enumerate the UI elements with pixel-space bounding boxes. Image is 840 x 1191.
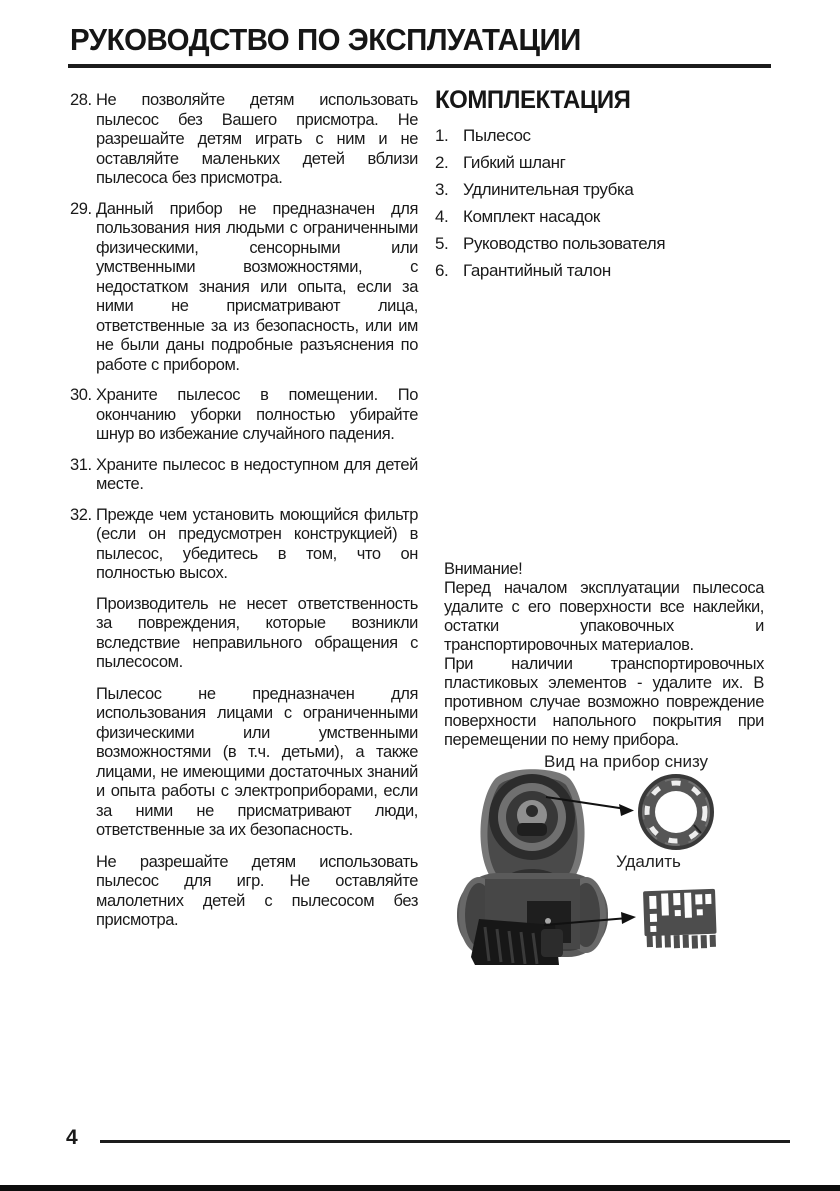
- list-item-number: 28.: [70, 91, 92, 109]
- page-title: РУКОВОДСТВО ПО ЭКСПЛУАТАЦИИ: [70, 22, 581, 57]
- list-item-text: Храните пылесос в помещении. По окончанию уборки полностью убирайте шнур во избежание случайного падения.: [96, 386, 418, 443]
- kit-item-number: 3.: [435, 180, 449, 199]
- paragraph: Пылесос не предназначен для использования лицами с ограниченными физическими или умственными возможностями (в т.ч. детьми), а также лицами, не имеющими достаточных знаний и опыта работы с электроприборами, если за ними не присматривают люди, ответственные за их безопасность.: [96, 684, 418, 839]
- kit-item-text: Комплект насадок: [463, 207, 600, 226]
- kit-item: [435, 154, 770, 171]
- attention-block: [444, 560, 764, 750]
- kit-item-number: 1.: [435, 126, 449, 145]
- kit-item: [435, 262, 770, 279]
- transport-insert-illustration: [638, 887, 722, 953]
- title-rule: [68, 64, 771, 68]
- list-item-text: Храните пылесос в недоступном для детей месте.: [96, 455, 418, 493]
- paragraph: Производитель не несет ответственность за повреждения, которые возникли вследствие неправильного обращения с пылесосом.: [96, 594, 418, 671]
- list-item-text: Данный прибор не предназначен для пользования ния людьми с ограниченными физическими, сенсорными или умственными возможностями, с недостатком знания или опыта, если за ними не присматривают лица, ответственные за из безопасность, или им не были даны подробные разъяснения по работе с прибором.: [96, 199, 418, 374]
- kit-item-number: 5.: [435, 234, 449, 253]
- disclaimer-paragraphs: [70, 595, 418, 931]
- list-item-number: 32.: [70, 505, 92, 524]
- attention-title: Внимание!: [444, 560, 523, 578]
- kit-item-text: Гибкий шланг: [463, 153, 566, 172]
- left-column: [70, 91, 418, 943]
- page-number: 4: [66, 1126, 78, 1149]
- kit-item: [435, 208, 770, 225]
- vacuum-bottom-photo: [455, 763, 610, 965]
- attention-paragraph: При наличии транспортировочных пластиковых элементов - удалите их. В противном случае возможно повреждение поверхности напольного покрытия при перемещении по нему прибора.: [444, 655, 764, 749]
- kit-item-text: Руководство пользователя: [463, 234, 666, 253]
- paragraph: Не разрешайте детям использовать пылесос для игр. Не оставляйте малолетних детей с пылесосом без присмотра.: [96, 852, 418, 929]
- figure-vacuum-bottom: [440, 753, 790, 971]
- list-item-30: [70, 386, 418, 445]
- kit-item: [435, 127, 770, 144]
- kit-item: [435, 181, 770, 198]
- bottom-ring-illustration: [637, 773, 715, 851]
- kit-item-text: Удлинительная трубка: [463, 180, 634, 199]
- section-heading-komplektacia: КОМПЛЕКТАЦИЯ: [435, 86, 631, 114]
- footer-rule: [100, 1140, 790, 1143]
- list-item-number: 30.: [70, 386, 92, 404]
- list-item-text: Не позволяйте детям использовать пылесос без Вашего присмотра. Не разрешайте детям играть с ним и не оставляйте маленьких детей вблизи пылесоса без присмотра.: [96, 91, 418, 187]
- list-item-32: [70, 506, 418, 584]
- right-column: [435, 86, 770, 289]
- figure-label-remove: Удалить: [616, 852, 681, 871]
- list-item-28: [70, 91, 418, 189]
- footer-bar: [0, 1185, 840, 1191]
- list-item-31: [70, 456, 418, 495]
- list-item-29: [70, 200, 418, 376]
- kit-item-number: 2.: [435, 153, 449, 172]
- kit-item-number: 4.: [435, 207, 449, 226]
- kit-item: [435, 235, 770, 252]
- list-item-number: 31.: [70, 455, 92, 474]
- kit-item-number: 6.: [435, 261, 449, 280]
- list-item-number: 29.: [70, 199, 92, 218]
- list-item-text: Прежде чем установить моющийся фильтр (если он предусмотрен конструкцией) в пылесос, убедитесь в том, что он полностью высох.: [96, 505, 418, 582]
- figure-label-view-bottom: Вид на прибор снизу: [544, 752, 709, 771]
- attention-paragraph: Перед началом эксплуатации пылесоса удалите с его поверхности все наклейки, остатки упаковочных и транспортировочных материалов.: [444, 579, 764, 654]
- kit-item-text: Пылесос: [463, 126, 531, 145]
- kit-item-text: Гарантийный талон: [463, 261, 611, 280]
